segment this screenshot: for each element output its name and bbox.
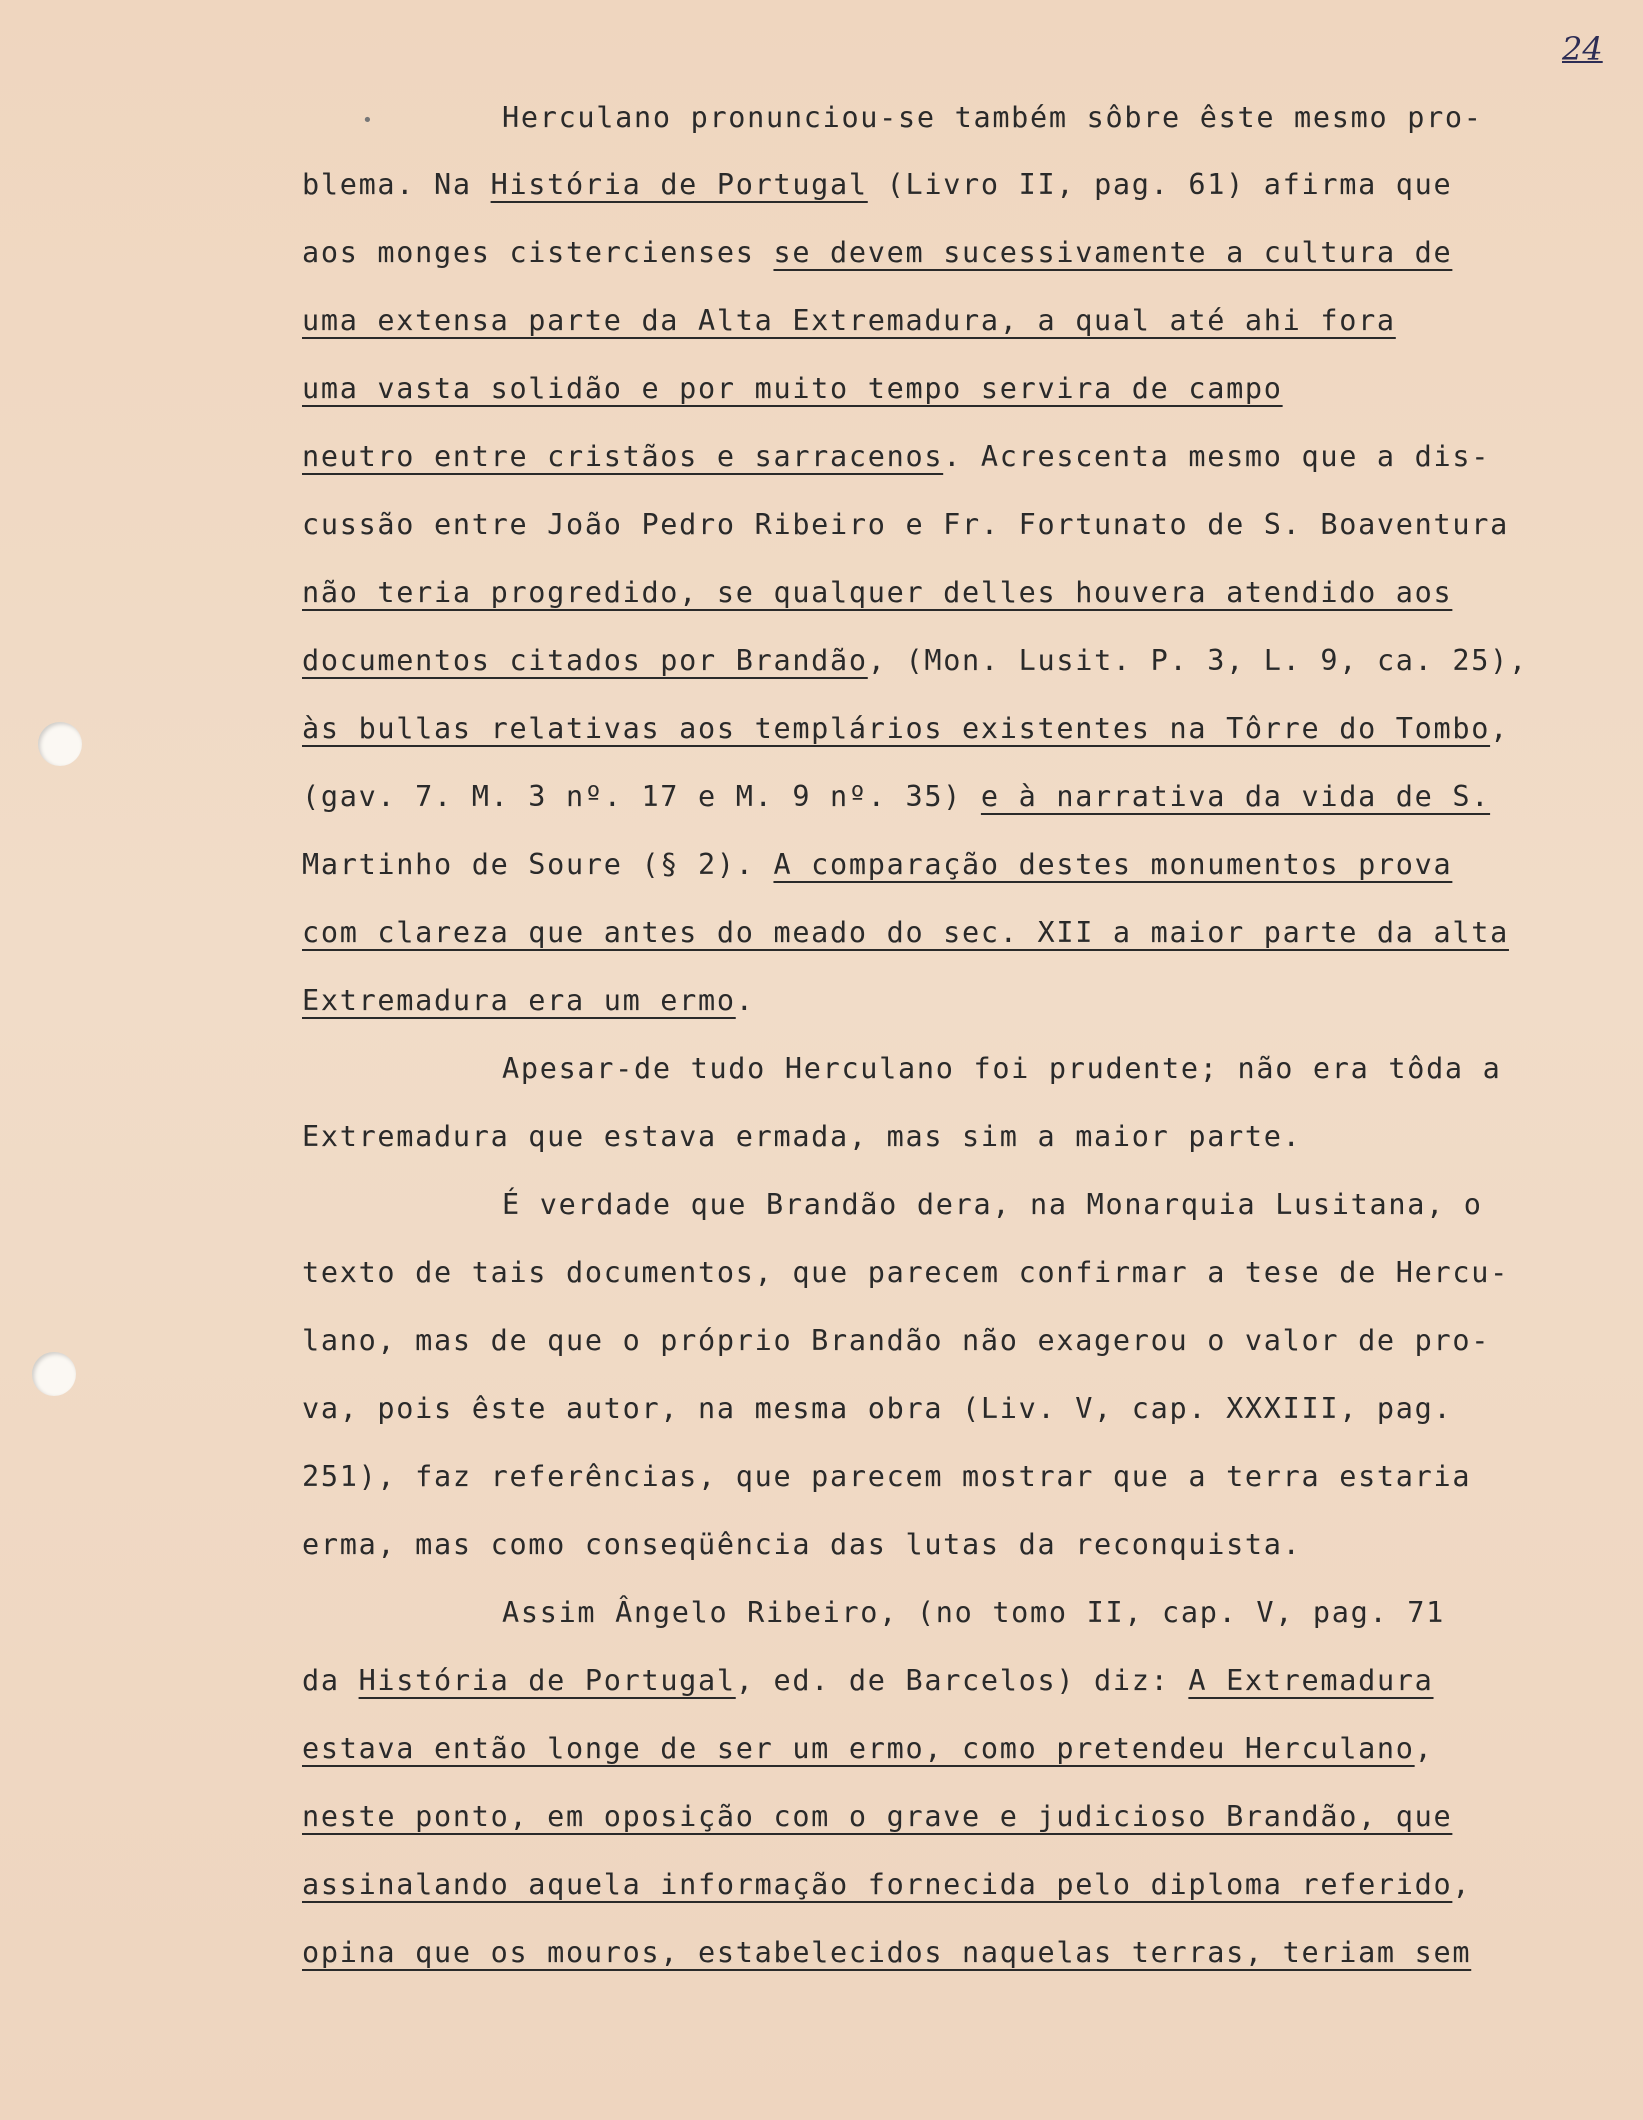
text-line [302,1528,1302,1561]
underlined-text-segment: e à narrativa da vida de S. [980,780,1491,813]
text-line [302,984,755,1017]
text-line [502,1052,1502,1085]
text-segment: erma, mas como conseqüência das lutas da reconquista. [302,1528,1302,1561]
underlined-text-segment: se devem sucessivamente a cultura de [773,236,1453,269]
underlined-text-segment: uma extensa parte da Alta Extremadura, a qual até ahi fora [302,304,1396,337]
text-segment: aos monges cistercienses [302,236,774,269]
underlined-text-segment: estava então longe de ser um ermo, como pretendeu Herculano [302,1732,1415,1765]
text-line [302,1392,1453,1425]
underlined-text-segment: não teria progredido, se qualquer delles houvera atendido aos [302,576,1453,609]
text-segment: , (Mon. Lusit. P. 3, L. 9, ca. 25), [867,644,1528,677]
text-line [302,644,1528,677]
text-line [302,1800,1453,1833]
underlined-text-segment: documentos citados por Brandão [302,644,868,677]
text-line [302,1256,1509,1289]
text-line [302,848,1453,881]
underlined-text-segment: História de Portugal [358,1664,736,1697]
text-line [302,304,1396,337]
text-line [302,372,1283,405]
text-segment: va, pois êste autor, na mesma obra (Liv. V, cap. XXXIII, pag. [302,1392,1453,1425]
text-line [302,1732,1434,1765]
text-segment: texto de tais documentos, que parecem confirmar a tese de Hercu- [302,1256,1509,1289]
underlined-text-segment: A Extremadura [1188,1664,1434,1697]
margin-mark: • [362,110,373,131]
text-segment: . Acrescenta mesmo que a dis- [943,440,1491,473]
text-segment: 251), faz referências, que parecem mostrar que a terra estaria [302,1460,1472,1493]
text-segment: , ed. de Barcelos) diz: [735,1664,1189,1697]
underlined-text-segment: História de Portugal [490,168,868,201]
punch-hole [32,1352,76,1396]
underlined-text-segment: A comparação destes monumentos prova [773,848,1453,881]
text-line [302,1120,1302,1153]
underlined-text-segment: neste ponto, em oposição com o grave e judicioso Brandão, que [302,1800,1453,1833]
text-line [502,1596,1445,1629]
text-line [302,576,1453,609]
underlined-text-segment: às bullas relativas aos templários existentes na Tôrre do Tombo [302,712,1491,745]
punch-hole [38,722,82,766]
text-line [502,101,1483,134]
underlined-text-segment: neutro entre cristãos e sarracenos [302,440,944,473]
text-line [302,1936,1472,1969]
text-segment: É verdade que Brandão dera, na Monarquia Lusitana, o [502,1188,1483,1221]
text-segment: da [302,1664,359,1697]
text-line [302,1664,1434,1697]
underlined-text-segment: com clareza que antes do meado do sec. XII a maior parte da alta [302,916,1509,949]
text-segment: blema. Na [302,168,491,201]
text-line [502,1188,1483,1221]
text-line [302,916,1509,949]
text-line [302,712,1509,745]
text-segment: Apesar-de tudo Herculano foi prudente; não era tôda a [502,1052,1502,1085]
underlined-text-segment: opina que os mouros, estabelecidos naquelas terras, teriam sem [302,1936,1472,1969]
text-segment: , [1452,1868,1472,1901]
text-line [302,168,1453,201]
text-line [302,1460,1472,1493]
text-segment: Assim Ângelo Ribeiro, (no tomo II, cap. V, pag. 71 [502,1596,1445,1629]
text-segment: , [1414,1732,1434,1765]
text-line [302,440,1491,473]
underlined-text-segment: assinalando aquela informação fornecida pelo diploma referido [302,1868,1453,1901]
text-segment: . [735,984,755,1017]
text-line [302,236,1453,269]
page-number: 24 [1562,30,1603,68]
text-segment: Herculano pronunciou-se também sôbre êste mesmo pro- [502,101,1483,134]
text-line [302,780,1491,813]
text-segment: cussão entre João Pedro Ribeiro e Fr. Fortunato de S. Boaventura [302,508,1509,541]
text-segment: (Livro II, pag. 61) afirma que [867,168,1453,201]
underlined-text-segment: uma vasta solidão e por muito tempo servira de campo [302,372,1283,405]
text-line [302,508,1509,541]
text-segment: Martinho de Soure (§ 2). [302,848,774,881]
text-segment: lano, mas de que o próprio Brandão não exagerou o valor de pro- [302,1324,1491,1357]
text-line [302,1324,1491,1357]
text-segment: Extremadura que estava ermada, mas sim a maior parte. [302,1120,1302,1153]
text-segment: , [1490,712,1509,745]
text-line [302,1868,1472,1901]
text-segment: (gav. 7. M. 3 nº. 17 e M. 9 nº. 35) [302,780,981,813]
underlined-text-segment: Extremadura era um ermo [302,984,736,1017]
